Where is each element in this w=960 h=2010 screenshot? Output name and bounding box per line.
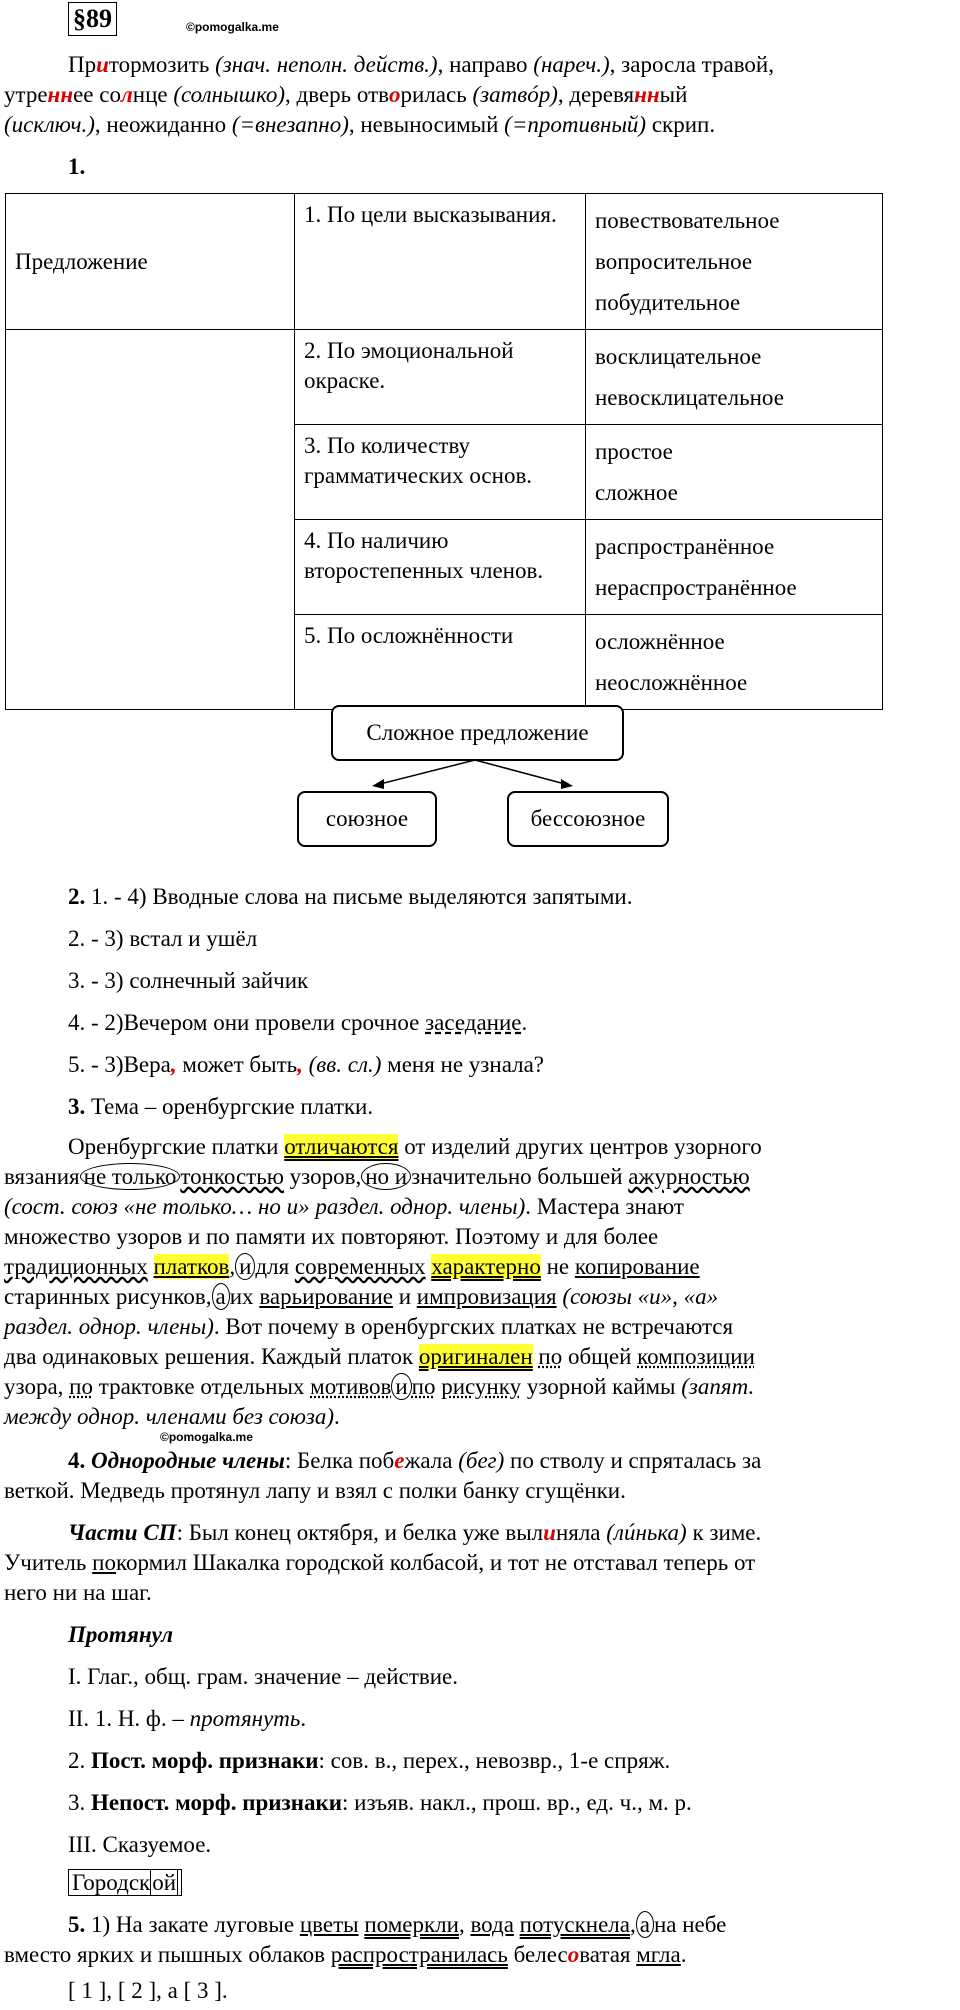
value-item: сложное [595, 480, 678, 505]
value-item: повествовательное [595, 208, 780, 233]
watermark: ©pomogalka.me [186, 20, 279, 34]
task4-line-2: веткой. Медведь протянул лапу и взял с полки банку сгущёнки. [4, 1478, 626, 1503]
task3-line-2: вязания не только тонкостью узоров, но и значительно большей ажурностью [4, 1164, 750, 1189]
task4-line-5: него ни на шаг. [4, 1580, 152, 1605]
task2-line-3: 3. - 3) солнечный зайчик [68, 968, 309, 993]
value-item: простое [595, 439, 673, 464]
value-item: неосложнённое [595, 670, 748, 695]
table-head-cell: Предложение [6, 194, 295, 330]
task2-line-2: 2. - 3) встал и ушёл [68, 926, 258, 951]
analysis-line-1: I. Глаг., общ. грам. значение – действие. [68, 1664, 459, 1689]
diagram-node-union: союзное [297, 791, 437, 847]
criterion-cell: 4. По наличию второстепенных членов. [295, 520, 586, 615]
value-item: вопросительное [595, 249, 753, 274]
task3-line-6: старинных рисунков, а их варьирование и импровизация (союзы «и», «а» [4, 1284, 719, 1309]
task3-line-8: два одинаковых решения. Каждый платок оригинален по общей композиции [4, 1344, 755, 1369]
paragraph-number: §89 [68, 2, 117, 36]
task4-line-1: 4. Однородные члены: Белка побежала (бег) по стволу и спряталась за [68, 1448, 762, 1473]
task4-line-3: Части СП: Был конец октября, и белка уже вылиняла (лúнька) к зиме. [68, 1520, 762, 1545]
value-item: нераспространённое [595, 575, 797, 600]
task5-line-1: 5. 1) На закате луговые цветы померкли, вода потускнела, а на небе [68, 1912, 727, 1937]
value-item: восклицательное [595, 344, 762, 369]
task2-line-1: 2. 1. - 4) Вводные слова на письме выделяются запятыми. [68, 884, 633, 909]
criterion-cell: 3. По количеству грамматических основ. [295, 425, 586, 520]
task3-line-5: традиционных платков, и для современных характерно не копирование [4, 1254, 700, 1279]
criterion-cell: 5. По осложнённости [295, 615, 586, 710]
task1-number: 1. [68, 154, 86, 179]
task2-line-4: 4. - 2)Вечером они провели срочное заседание. [68, 1010, 528, 1035]
diagram-node-nonunion: бессоюзное [507, 791, 669, 847]
task3-line-4: множество узоров и по памяти их повторяют. Поэтому и для более [4, 1224, 659, 1249]
analysis-line-6 [68, 1868, 182, 1898]
analysis-line-4: 3. Непост. морф. признаки: изъяв. накл., прош. вр., ед. ч., м. р. [68, 1790, 692, 1815]
value-item: невосклицательное [595, 385, 784, 410]
task5-line-2: вместо ярких и пышных облаков распространилась белесоватая мгла. [4, 1942, 687, 1967]
value-item: распространённое [595, 534, 775, 559]
analysis-line-2: II. 1. Н. ф. – протянуть. [68, 1706, 307, 1731]
analysis-title: Протянул [68, 1622, 174, 1647]
intro-line-3: (исключ.), неожиданно (=внезапно), невыносимый (=противный) скрип. [4, 112, 716, 137]
task3-line-9: узора, по трактовке отдельных мотивов и по рисунку узорной каймы (запят. [4, 1374, 755, 1399]
task3-line-7: раздел. однор. члены). Вот почему в оренбургских платках не встречаются [4, 1314, 734, 1339]
task3-line-10: между однор. членами без союза). [4, 1404, 340, 1429]
value-item: побудительное [595, 290, 741, 315]
intro-line-2: утреннее солнце (солнышко), дверь отворилась (затвóр), деревянный [4, 82, 688, 107]
analysis-line-3: 2. Пост. морф. признаки: сов. в., перех., невозвр., 1-е спряж. [68, 1748, 671, 1773]
criterion-cell: 2. По эмоциональной окраске. [295, 330, 586, 425]
task4-line-4: Учитель покормил Шакалка городской колбасой, и тот не отставал теперь от [4, 1550, 756, 1575]
diagram-root-node: Сложное предложение [331, 705, 624, 761]
task5-scheme: [ 1 ], [ 2 ], а [ 3 ]. [68, 1978, 228, 2003]
diagram-arrows [0, 0, 960, 900]
value-item: осложнённое [595, 629, 725, 654]
task2-line-5: 5. - 3)Вера, может быть, (вв. сл.) меня не узнала? [68, 1052, 545, 1077]
task3-line-1: Оренбургские платки отличаются от изделий других центров узорного [68, 1134, 762, 1159]
word-morpheme-box: Городской [68, 1869, 182, 1896]
analysis-line-5: III. Сказуемое. [68, 1832, 212, 1857]
criterion-cell: 1. По цели высказывания. [295, 194, 586, 330]
watermark-2: ©pomogalka.me [160, 1430, 253, 1444]
task3-line-3: (сост. союз «не только… но и» раздел. однор. члены). Мастера знают [4, 1194, 684, 1219]
task3-title: 3. Тема – оренбургские платки. [68, 1094, 374, 1119]
intro-line-1: Притормозить (знач. неполн. действ.), направо (нареч.), заросла травой, [68, 52, 774, 77]
